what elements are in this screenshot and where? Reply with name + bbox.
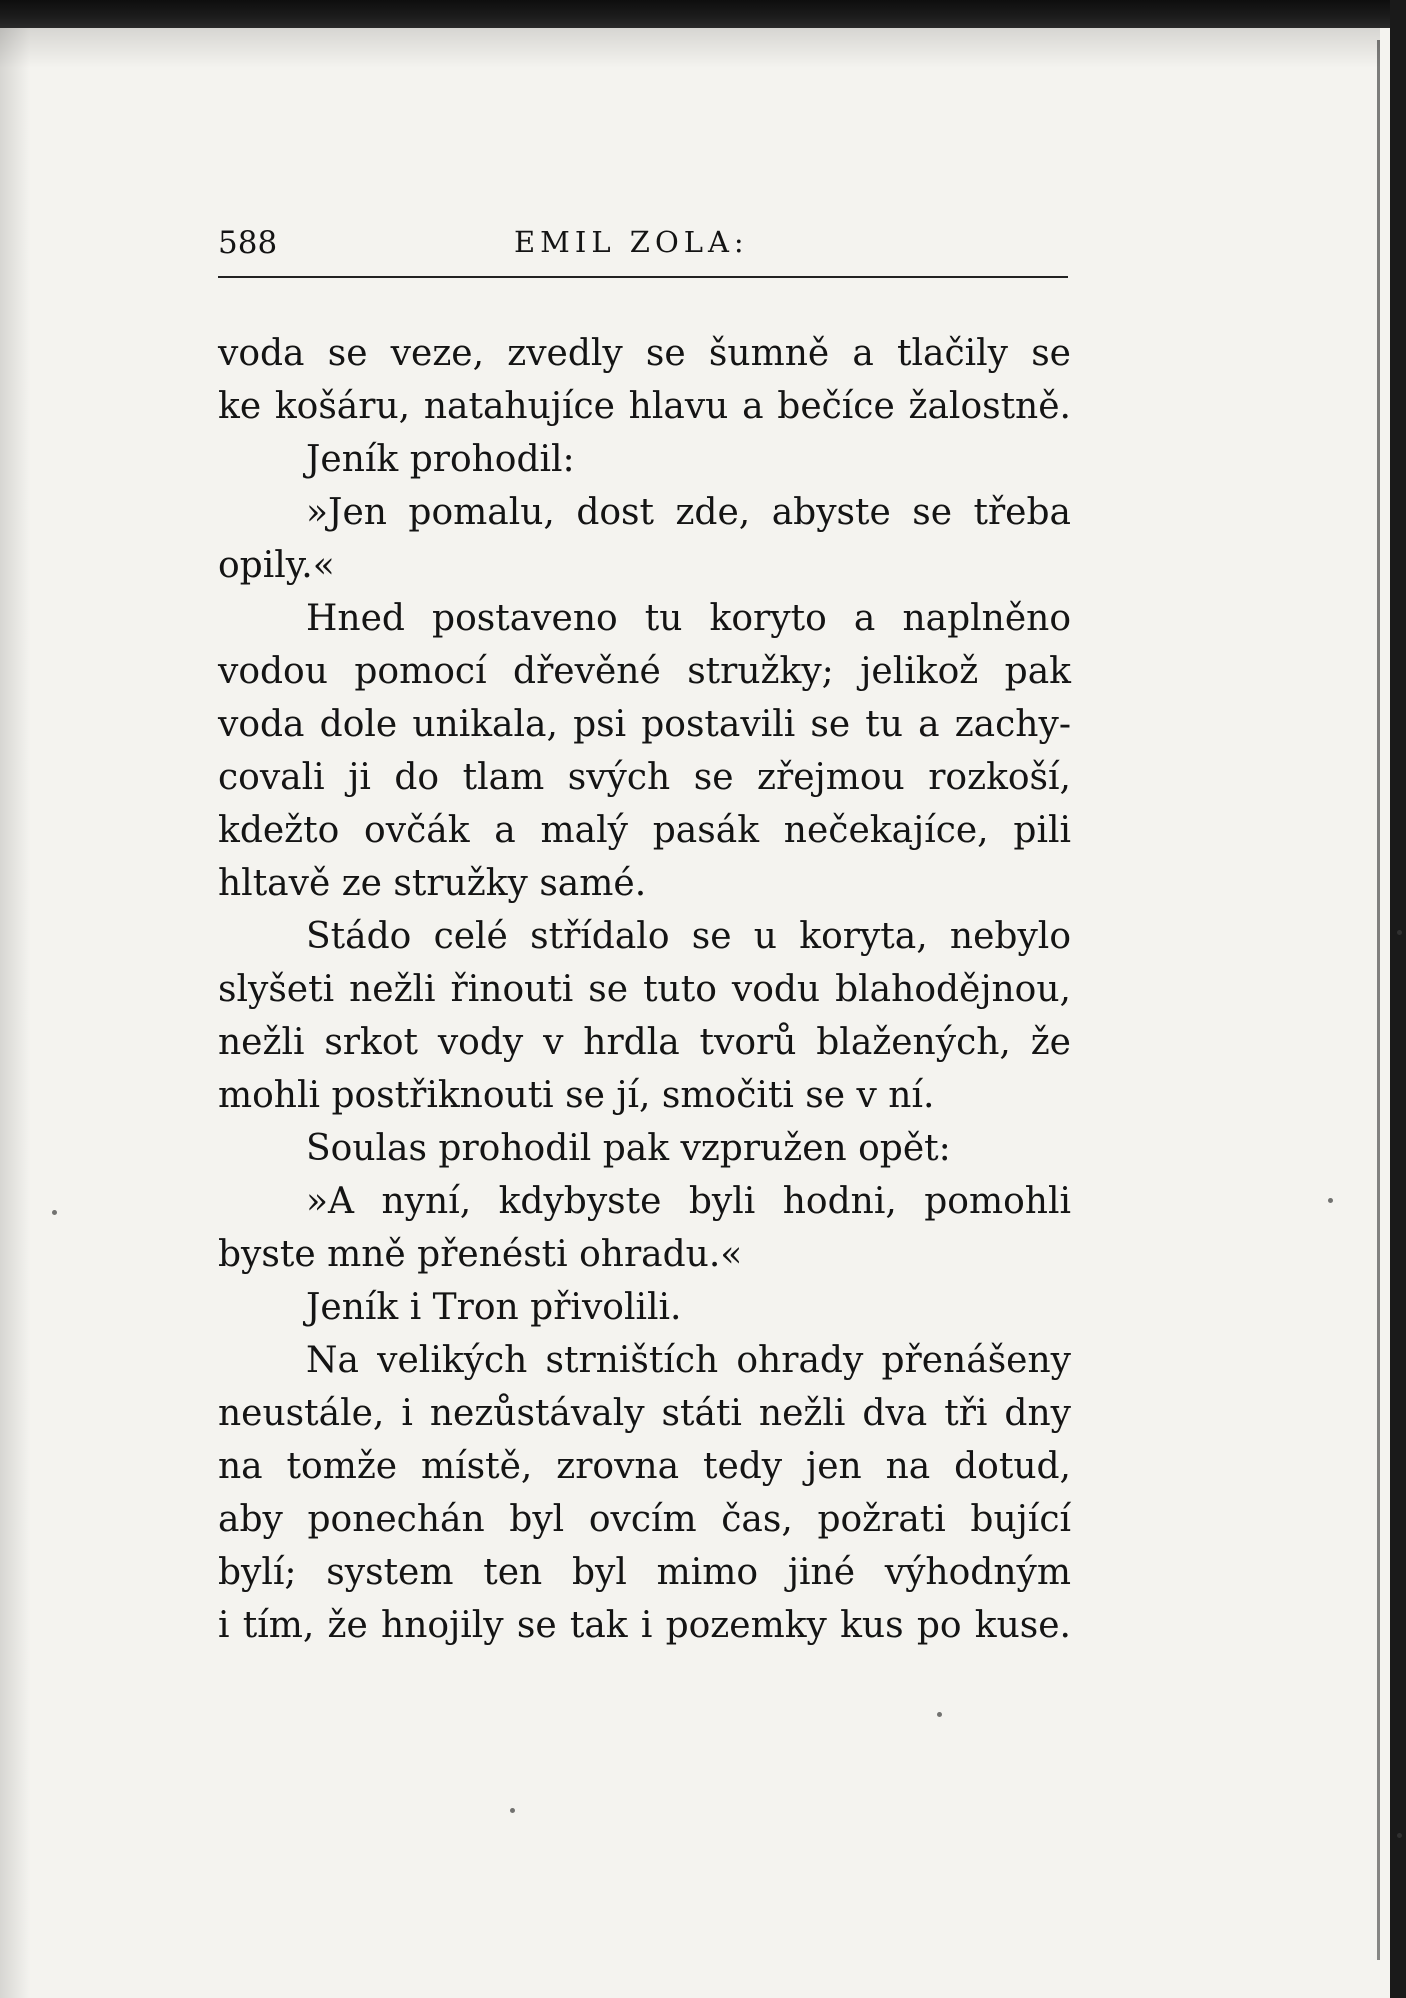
- scan-left-shade: [0, 28, 30, 1998]
- text-line: ke košáru, natahujíce hlavu a bečíce žalostně.: [218, 386, 1071, 427]
- scan-right-edge: [1390, 0, 1406, 1998]
- text-line: nežli srkot vody v hrdla tvorů blažených, že: [218, 1022, 1071, 1063]
- paper-speck: [52, 1210, 57, 1215]
- text-line: bylí; system ten byl mimo jiné výhodným: [218, 1552, 1071, 1593]
- text-line: neustále, i nezůstávaly státi nežli dva tři dny: [218, 1393, 1071, 1434]
- text-line: byste mně přenésti ohradu.«: [218, 1234, 743, 1275]
- page-header: [218, 225, 1068, 275]
- text-line: voda se veze, zvedly se šumně a tlačily se: [218, 333, 1071, 374]
- text-line: Na velikých strništích ohrady přenášeny: [306, 1340, 1071, 1381]
- text-line: opily.«: [218, 545, 335, 586]
- text-line: Jeník i Tron přivolili.: [306, 1287, 682, 1328]
- text-line: covali ji do tlam svých se zřejmou rozkoší,: [218, 757, 1071, 798]
- running-title: EMIL ZOLA:: [514, 225, 749, 259]
- text-line: »Jen pomalu, dost zde, abyste se třeba: [306, 492, 1071, 533]
- scan-top-edge: [0, 0, 1406, 28]
- text-line: Hned postaveno tu koryto a naplněno: [306, 598, 1071, 639]
- text-line: vodou pomocí dřevěné stružky; jelikož pak: [218, 651, 1071, 692]
- text-line: hltavě ze stružky samé.: [218, 863, 647, 904]
- scan-top-shadow: [0, 28, 1380, 68]
- header-rule: [218, 276, 1068, 278]
- scan-right-margin-line: [1377, 40, 1380, 1960]
- text-line: »A nyní, kdybyste byli hodni, pomohli: [306, 1181, 1071, 1222]
- paper-speck: [1397, 1833, 1402, 1838]
- text-line: Stádo celé střídalo se u koryta, nebylo: [306, 916, 1071, 957]
- page-number: 588: [218, 225, 278, 261]
- text-line: mohli postřiknouti se jí, smočiti se v ní.: [218, 1075, 935, 1116]
- paper-speck: [510, 1808, 515, 1813]
- text-line: na tomže místě, zrovna tedy jen na dotud,: [218, 1446, 1071, 1487]
- body-text: [218, 327, 1071, 1652]
- text-line: Soulas prohodil pak vzpružen opět:: [306, 1128, 951, 1169]
- text-line: Jeník prohodil:: [306, 439, 575, 480]
- paper-speck: [1328, 1198, 1333, 1203]
- paper-speck: [1397, 930, 1402, 935]
- text-line: i tím, že hnojily se tak i pozemky kus po kuse.: [218, 1605, 1071, 1646]
- paper-speck: [937, 1712, 942, 1717]
- text-line: aby ponechán byl ovcím čas, požrati bující: [218, 1499, 1071, 1540]
- text-line: slyšeti nežli řinouti se tuto vodu blahodějnou,: [218, 969, 1071, 1010]
- text-line: kdežto ovčák a malý pasák nečekajíce, pili: [218, 810, 1071, 851]
- text-line: voda dole unikala, psi postavili se tu a zachy-: [218, 704, 1071, 745]
